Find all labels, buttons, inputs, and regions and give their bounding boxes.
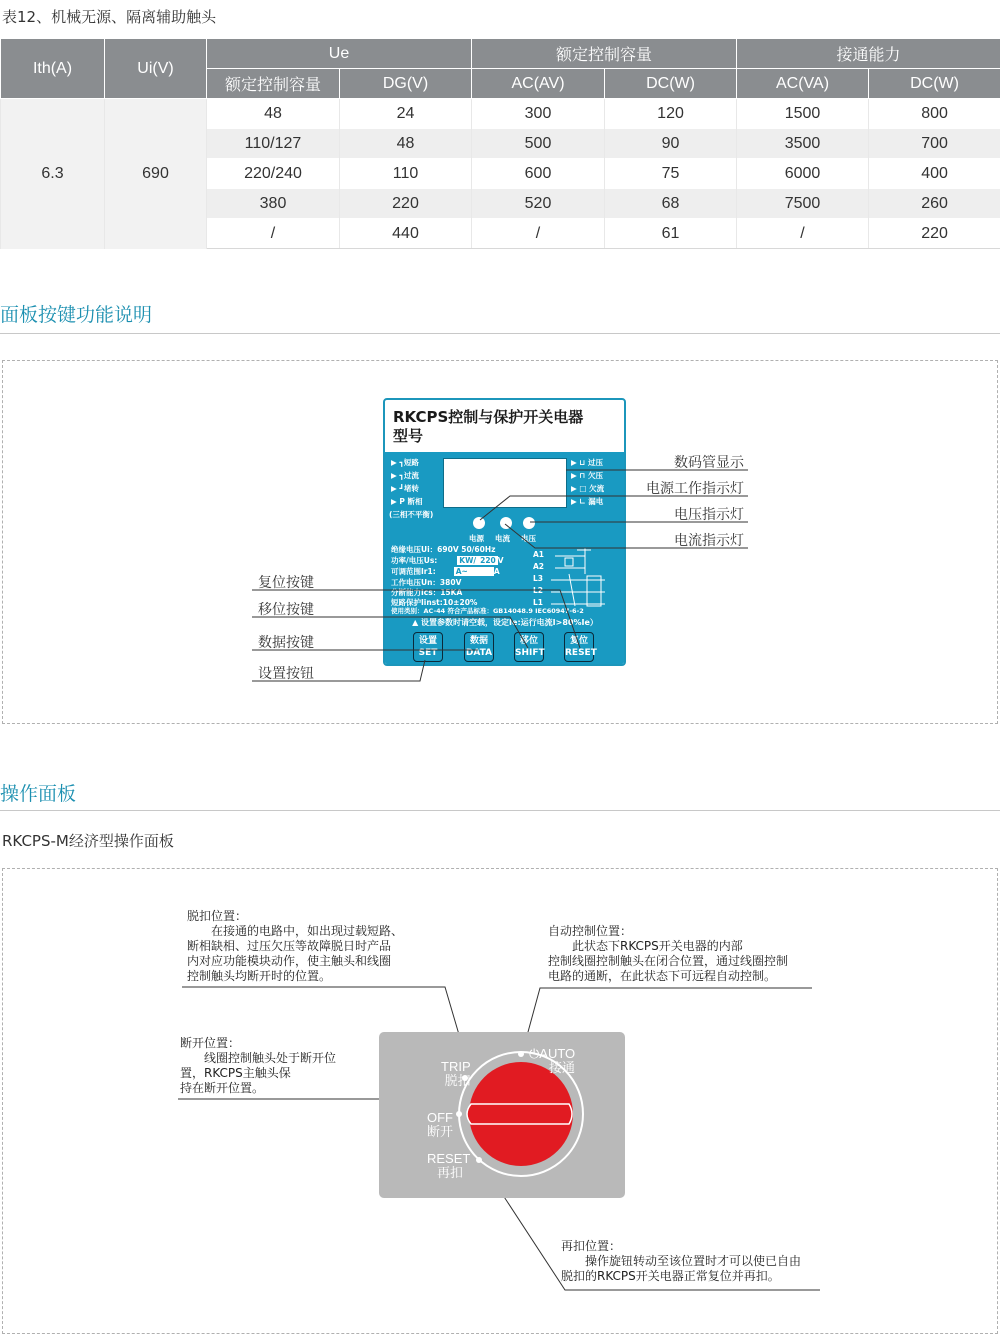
ui-value: 690 (105, 99, 207, 249)
operating-panel (379, 1032, 625, 1198)
header-ui: Ui(V) (105, 39, 207, 99)
fault-overcurrent: ▶ ┓过流 (391, 471, 419, 480)
settings-warning: ▲ 设置参数时请空载，设定Ie:运行电流I>80%Ie） (412, 618, 598, 627)
rotary-dial (379, 1032, 625, 1198)
spec-short-protection: 短路保护Iinst:10±20% (391, 598, 478, 607)
header-mc-sub2: DC(W) (869, 69, 1000, 99)
spec-breaking: 分断能力Ics：15KA (391, 588, 463, 597)
header-ue: Ue (207, 39, 472, 69)
terminal-a2: A2 (533, 562, 545, 571)
fault-leakage: ▶ ∟ 漏电 (571, 497, 604, 506)
table-cell: 68 (605, 189, 737, 219)
table-cell: 260 (869, 189, 1000, 219)
table-cell: 220 (340, 189, 472, 219)
callout-voltage-led: 电压指示灯 (674, 507, 744, 523)
table-cell: 800 (869, 99, 1000, 129)
callout-reset-key: 复位按键 (258, 575, 314, 591)
spec-power: 功率/电压Us: KW/ 220 V (391, 556, 504, 565)
table-cell: / (737, 219, 869, 249)
header-making-capacity: 接通能力 (737, 39, 1000, 69)
terminal-l2: L2 (533, 586, 543, 595)
table-cell: 220/240 (207, 159, 340, 189)
fault-phase-loss: ▶ P 断相 (391, 497, 423, 506)
ith-value: 6.3 (1, 99, 105, 249)
table-cell: 380 (207, 189, 340, 219)
table-caption: 表12、机械无源、隔离辅助触头 (2, 8, 217, 26)
trip-position-description: 脱扣位置： 在接通的电路中，如出现过载短路、 断相缺相、过压欠压等故障脱日时产品 内对应功能模块动作，使主触头和线圈 控制触头均断开时的位置。 (187, 909, 404, 983)
fault-short: ▶ ┓短路 (391, 458, 419, 467)
auto-position-description: 自动控制位置： 此状态下RKCPS开关电器的内部 控制线圈控制触头在闭合位置，通过线圈控制 电路的通断，在此状态下可远程自动控制。 (548, 924, 789, 983)
spec-insulation: 绝缘电压Ui：690V 50/60Hz (391, 545, 496, 554)
table-cell: 300 (472, 99, 605, 129)
table-cell: 600 (472, 159, 605, 189)
spec-range: 可调范围Ir1: A~ A (391, 567, 500, 576)
spec-voltage: 工作电压Un：380V (391, 578, 462, 587)
reset-button[interactable]: 复位 RESET (564, 632, 594, 662)
table-cell: 3500 (737, 129, 869, 159)
callout-current-led: 电流指示灯 (674, 533, 744, 549)
table-cell: 110 (340, 159, 472, 189)
table-cell: 220 (869, 219, 1000, 249)
callout-set-key: 设置按钮 (258, 666, 314, 682)
header-ue-sub2: DG(V) (340, 69, 472, 99)
header-rc-sub2: DC(W) (605, 69, 737, 99)
table-cell: 24 (340, 99, 472, 129)
fault-undervoltage: ▶ ⊓ 欠压 (571, 471, 603, 480)
led-label-current: 电流 (495, 534, 510, 543)
callout-display: 数码管显示 (674, 455, 744, 471)
table-cell: 7500 (737, 189, 869, 219)
fault-undercurrent: ▶ □ 欠流 (571, 484, 605, 493)
header-rated-control: 额定控制容量 (472, 39, 737, 69)
table-cell: 48 (207, 99, 340, 129)
header-rc-sub1: AC(AV) (472, 69, 605, 99)
callout-power-led: 电源工作指示灯 (646, 481, 744, 497)
header-mc-sub1: AC(VA) (737, 69, 869, 99)
panel-title: RKCPS控制与保护开关电器 型号 (393, 408, 584, 445)
fault-overvoltage: ▶ ⊔ 过压 (571, 458, 603, 467)
section-divider (0, 810, 1000, 811)
spec-category: 使用类别：AC-44 符合产品标准：GB14048.9 IEC60947-6-2 (391, 607, 584, 615)
power-icon: ⏻ (529, 1046, 540, 1061)
fault-note: (三相不平衡) (389, 510, 434, 519)
table-cell: 520 (472, 189, 605, 219)
table-cell: / (472, 219, 605, 249)
dial-trip-label: TRIP 脱扣 (441, 1059, 471, 1088)
shift-button[interactable]: 移位 SHIFT (514, 632, 544, 662)
table-cell: 1500 (737, 99, 869, 129)
table-cell: 90 (605, 129, 737, 159)
warning-icon: ▲ (412, 618, 419, 627)
header-ue-sub1: 额定控制容量 (207, 69, 340, 99)
table-cell: 48 (340, 129, 472, 159)
dial-off-label: OFF 断开 (427, 1110, 454, 1139)
section-title-panel-keys: 面板按键功能说明 (0, 304, 153, 326)
table-cell: 400 (869, 159, 1000, 189)
table-cell: 110/127 (207, 129, 340, 159)
table-cell: 500 (472, 129, 605, 159)
terminal-l1: L1 (533, 598, 543, 607)
spec-kw-box: KW/ (459, 556, 477, 565)
table-cell: / (207, 219, 340, 249)
dial-reset-label: RESET 再扣 (427, 1151, 471, 1180)
off-position-description: 断开位置： 线圈控制触头处于断开位 置，RKCPS主触头保 持在断开位置。 (180, 1036, 337, 1095)
table-cell: 75 (605, 159, 737, 189)
led-label-voltage: 电压 (521, 534, 536, 543)
spec-voltage-box: 220 (480, 556, 496, 565)
led-label-power: 电源 (469, 534, 484, 543)
section-title-operating-panel: 操作面板 (0, 783, 77, 805)
table-cell: 61 (605, 219, 737, 249)
spec-range-box: A~ (455, 567, 468, 576)
reset-position-description: 再扣位置： 操作旋钮转动至该位置时才可以使已自由 脱扣的RKCPS开关电器正常复位并再扣。 (561, 1239, 802, 1283)
table-cell: 440 (340, 219, 472, 249)
callout-data-key: 数据按键 (258, 635, 314, 651)
table-cell: 120 (605, 99, 737, 129)
table-cell: 6000 (737, 159, 869, 189)
terminal-a1: A1 (533, 550, 545, 559)
dial-auto-label: ⏻AUTO 接通 (529, 1046, 576, 1075)
sub-title: RKCPS-M经济型操作面板 (2, 832, 174, 850)
data-button[interactable]: 数据 DATA (464, 632, 494, 662)
table-cell: 700 (869, 129, 1000, 159)
terminal-l3: L3 (533, 574, 543, 583)
callout-shift-key: 移位按键 (258, 602, 314, 618)
fault-stall: ▶ ┛堵转 (391, 484, 419, 493)
set-button[interactable]: 设置 SET (413, 632, 443, 662)
header-ith: Ith(A) (1, 39, 105, 99)
